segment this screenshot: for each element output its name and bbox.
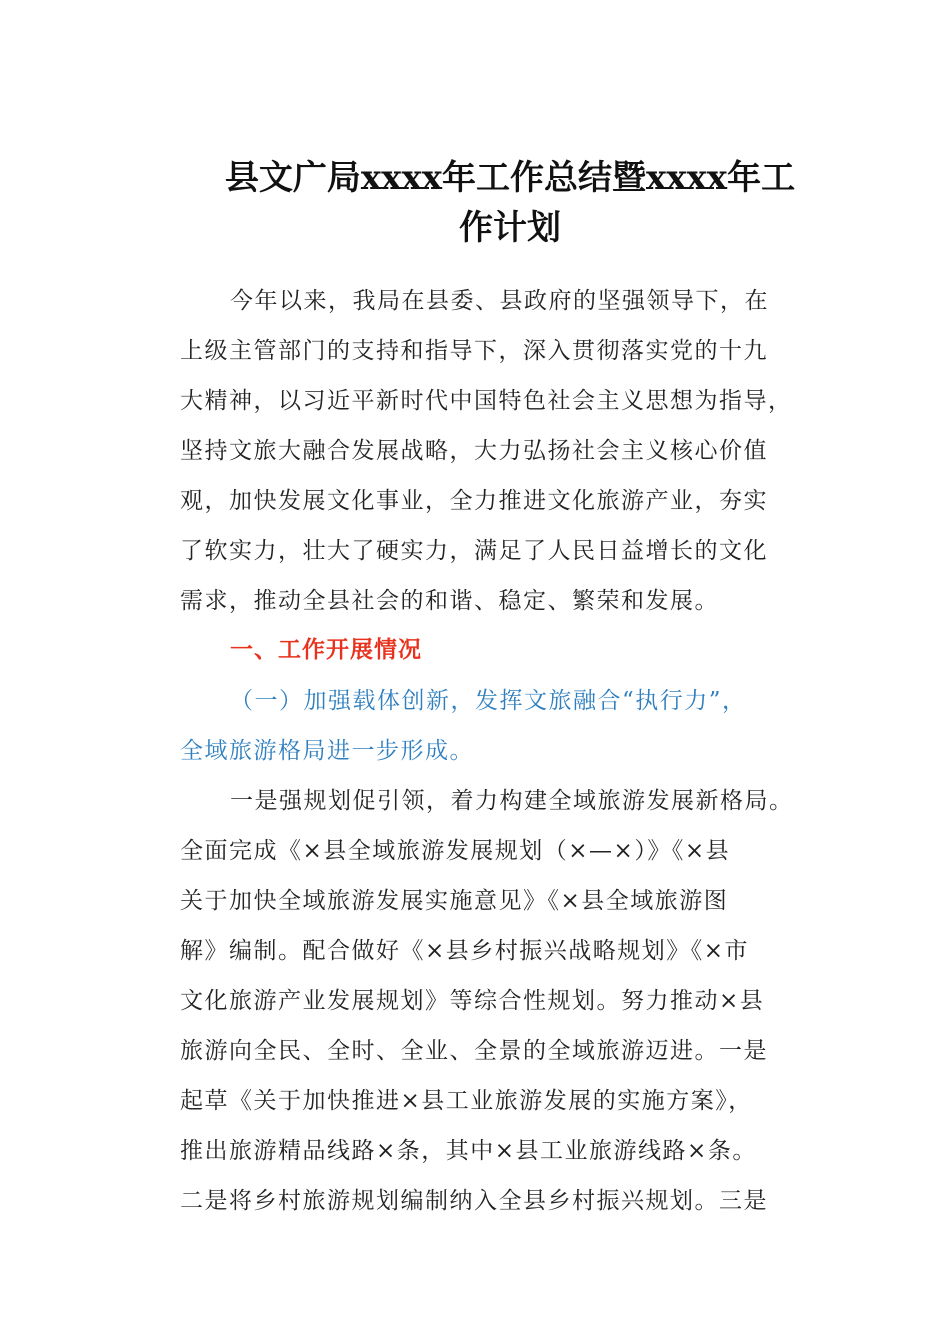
- document-title-line-2: 作计划: [459, 208, 561, 248]
- paragraph-line: 起草《关于加快推进×县工业旅游发展的实施方案》，: [180, 1088, 753, 1114]
- paragraph-line: 文化旅游产业发展规划》等综合性规划。努力推动×县: [180, 988, 765, 1014]
- section-heading: 一、工作开展情况: [230, 637, 422, 663]
- document-title-line-1: 县文广局xxxx年工作总结暨xxxx年工: [224, 158, 796, 198]
- paragraph-line: 旅游向全民、全时、全业、全景的全域旅游迈进。一是: [180, 1038, 768, 1064]
- paragraph-line: 坚持文旅大融合发展战略，大力弘扬社会主义核心价值: [180, 438, 768, 464]
- paragraph-line: 解》编制。配合做好《×县乡村振兴战略规划》《×市: [180, 938, 750, 964]
- paragraph-line: 了软实力，壮大了硬实力，满足了人民日益增长的文化: [180, 538, 768, 564]
- paragraph-line: 上级主管部门的支持和指导下，深入贯彻落实党的十九: [180, 338, 768, 364]
- paragraph-line: 今年以来，我局在县委、县政府的坚强领导下，在: [230, 288, 769, 314]
- paragraph-line: 需求，推动全县社会的和谐、稳定、繁荣和发展。: [180, 588, 719, 614]
- paragraph-line: 关于加快全域旅游发展实施意见》《×县全域旅游图: [180, 888, 729, 914]
- paragraph-line: 观，加快发展文化事业，全力推进文化旅游产业，夯实: [180, 488, 768, 514]
- paragraph-line: 一是强规划促引领，着力构建全域旅游发展新格局。: [230, 788, 794, 814]
- paragraph-line: 全面完成《×县全域旅游发展规划（×—×）》《×县: [180, 838, 731, 864]
- subsection-heading: 全域旅游格局进一步形成。: [180, 738, 474, 764]
- paragraph-line: 二是将乡村旅游规划编制纳入全县乡村振兴规划。三是: [180, 1188, 768, 1214]
- paragraph-line: 推出旅游精品线路×条，其中×县工业旅游线路×条。: [180, 1138, 757, 1164]
- subsection-heading: （一）加强载体创新，发挥文旅融合“执行力”，: [230, 688, 747, 714]
- paragraph-line: 大精神，以习近平新时代中国特色社会主义思想为指导，: [180, 388, 793, 414]
